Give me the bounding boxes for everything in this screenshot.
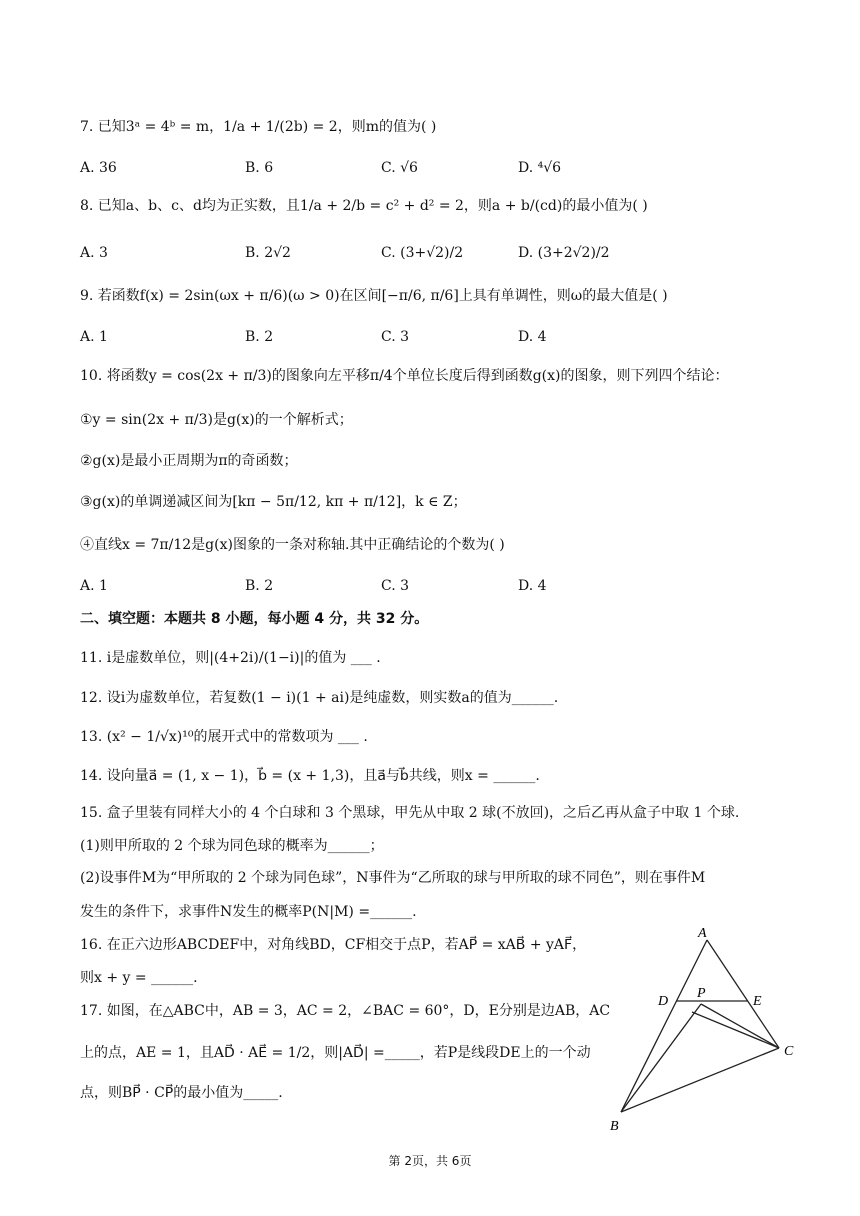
q14-text: 14. 设向量a⃗ = (1, x − 1)，b⃗ = (x + 1,3)，且a⃗与b⃗共线，则x = ______. (80, 768, 540, 784)
q8-option-a: A. 3 (80, 245, 108, 261)
q10-option-d: D. 4 (518, 578, 547, 594)
q10-option-a: A. 1 (80, 578, 108, 594)
q8-option-c: C. (3+√2)/2 (381, 245, 464, 261)
q9-option-a: A. 1 (80, 329, 108, 345)
q15-part2-line1: (2)设事件M为“甲所取的 2 个球为同色球”，N事件为“乙所取的球与甲所取的球不同色”，则在事件M (80, 870, 706, 886)
q15-stem: 15. 盒子里装有同样大小的 4 个白球和 3 个黑球，甲先从中取 2 球(不放回)，之后乙再从盒子中取 1 个球. (80, 805, 740, 821)
q10-conclusion-3: ③g(x)的单调递减区间为[kπ − 5π/12, kπ + π/12]，k ∈ Z； (80, 494, 467, 510)
segment-cp (701, 1004, 779, 1048)
q12-text: 12. 设i为虚数单位，若复数(1 − i)(1 + ai)是纯虚数，则实数a的值为______. (80, 690, 559, 706)
q13-text: 13. (x² − 1/√x)¹⁰的展开式中的常数项为 ___ . (80, 729, 368, 745)
q16-line2: 则x + y = ______. (80, 970, 198, 986)
q17-line2: 上的点，AE = 1，且AD⃗ · AE⃗ = 1/2，则|AD⃗| =_____，若P是线段DE上的一个动 (80, 1045, 591, 1061)
q15-part1: (1)则甲所取的 2 个球为同色球的概率为______； (80, 838, 384, 854)
q15-part2-line2: 发生的条件下，求事件N发生的概率P(N|M) =______. (80, 904, 417, 920)
q8-stem: 8. 已知a、b、c、d均为正实数，且1/a + 2/b = c² + d² = 2，则a + b/(cd)的最小值为( ) (80, 198, 648, 214)
label-c: C (784, 1044, 794, 1059)
q7-option-d: D. ⁴√6 (518, 160, 562, 176)
q8-option-d: D. (3+2√2)/2 (518, 245, 610, 261)
segment-ab (621, 940, 707, 1112)
q16-line1: 16. 在正六边形ABCDEF中，对角线BD，CF相交于点P，若AP⃗ = xAB⃗ + yAF⃗， (80, 937, 587, 953)
label-b: B (610, 1119, 619, 1134)
q11-text: 11. i是虚数单位，则|(4+2i)/(1−i)|的值为 ___ . (80, 650, 381, 666)
q17-line3: 点，则BP⃗ · CP⃗的最小值为_____. (80, 1085, 283, 1101)
label-p: P (697, 986, 706, 1001)
q10-conclusion-4: ④直线x = 7π/12是g(x)图象的一条对称轴.其中正确结论的个数为( ) (80, 537, 505, 553)
q9-option-c: C. 3 (381, 329, 410, 345)
q7-option-a: A. 36 (80, 160, 117, 176)
q10-option-c: C. 3 (381, 578, 410, 594)
label-a: A (698, 926, 707, 941)
segment-ac (707, 940, 779, 1048)
q7-option-b: B. 6 (245, 160, 274, 176)
q9-option-b: B. 2 (245, 329, 274, 345)
q7-stem: 7. 已知3ᵃ = 4ᵇ = m，1/a + 1/(2b) = 2，则m的值为( ) (80, 119, 437, 135)
q10-conclusion-2: ②g(x)是最小正周期为π的奇函数； (80, 453, 298, 469)
triangle-figure (596, 922, 816, 1138)
q10-conclusion-1: ①y = sin(2x + π/3)是g(x)的一个解析式； (80, 412, 353, 428)
q10-option-b: B. 2 (245, 578, 274, 594)
segment-pc-inner (692, 1012, 779, 1048)
q10-stem: 10. 将函数y = cos(2x + π/3)的图象向左平移π/4个单位长度后得到函数g(x)的图象，则下列四个结论： (80, 368, 729, 384)
q9-stem: 9. 若函数f(x) = 2sin(ωx + π/6)(ω > 0)在区间[−π/6, π/6]上具有单调性，则ω的最大值是( ) (80, 288, 668, 304)
q8-option-b: B. 2√2 (245, 245, 291, 261)
q9-option-d: D. 4 (518, 329, 547, 345)
label-e: E (753, 994, 762, 1009)
section-heading: 二、填空题：本题共 8 小题，每小题 4 分，共 32 分。 (80, 611, 429, 627)
page-footer: 第 2页，共 6页 (388, 1154, 472, 1168)
label-d: D (658, 994, 669, 1009)
q7-option-c: C. √6 (381, 160, 418, 176)
q17-line1: 17. 如图，在△ABC中，AB = 3，AC = 2，∠BAC = 60°，D，E分别是边AB，AC (80, 1003, 611, 1019)
